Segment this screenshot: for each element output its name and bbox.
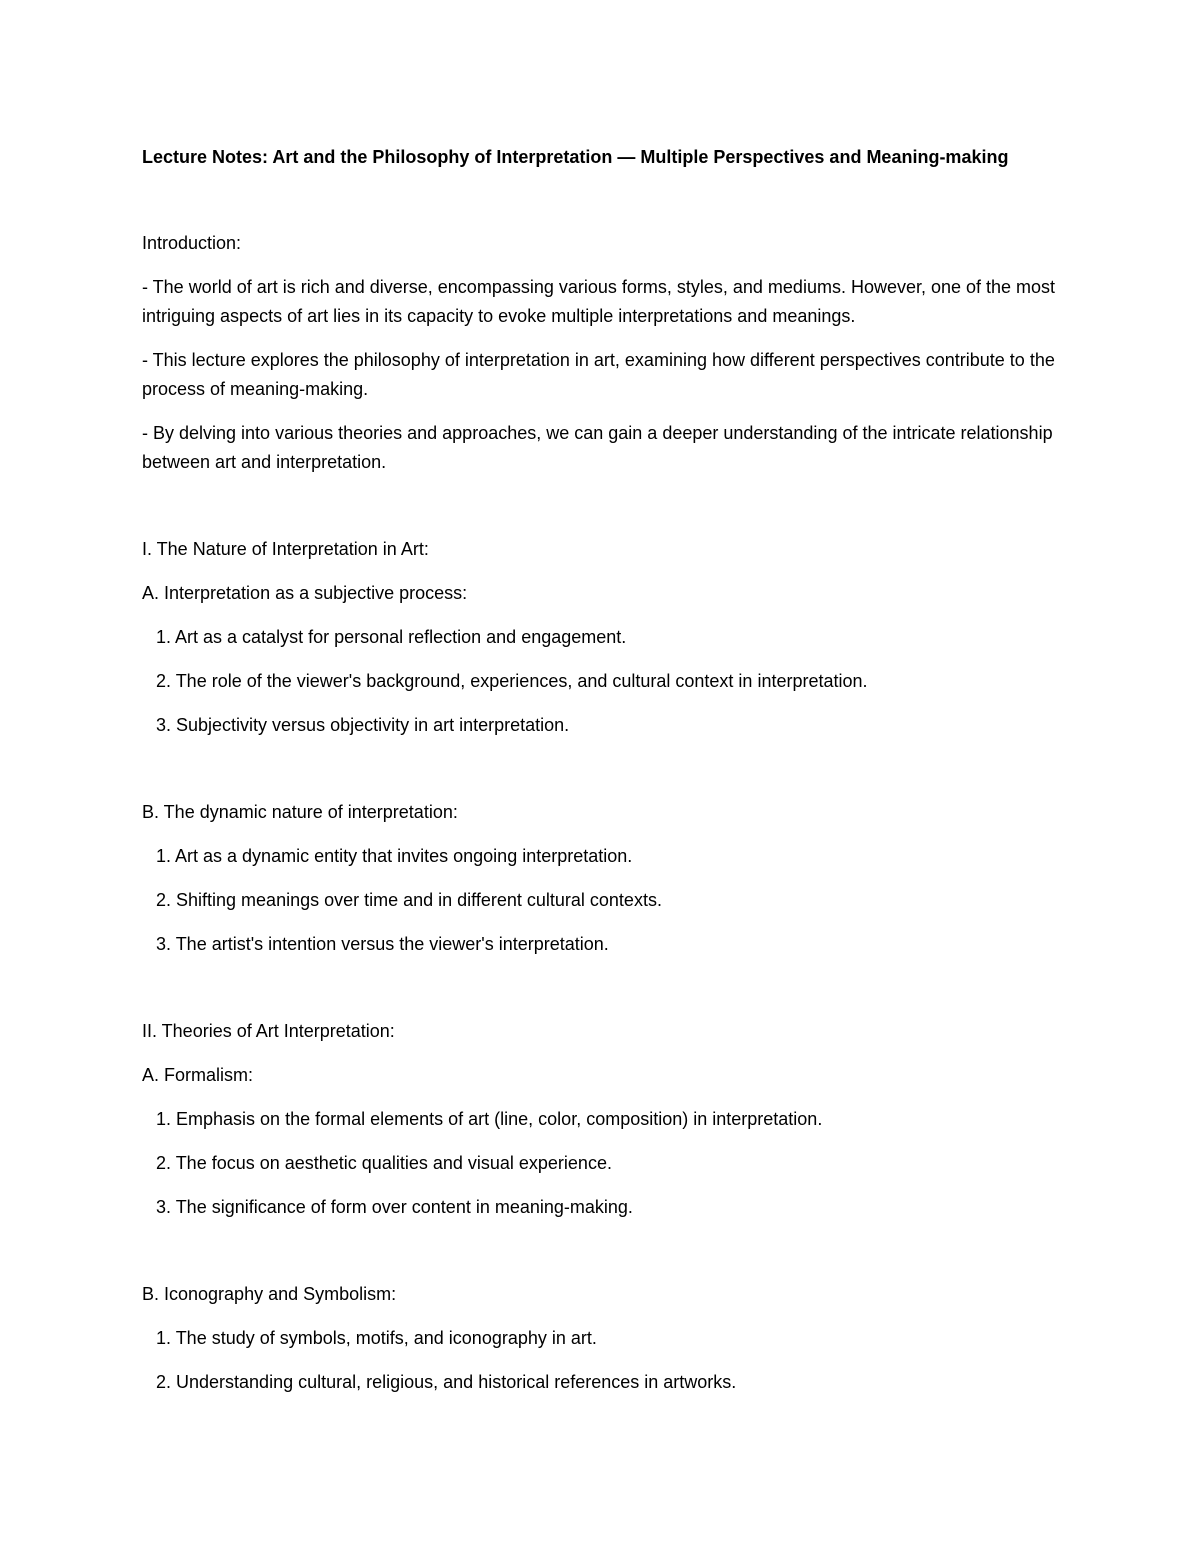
list-item: 2. Understanding cultural, religious, and historical references in artworks.	[156, 1372, 737, 1392]
list-item: 1. The study of symbols, motifs, and iconography in art.	[156, 1328, 597, 1348]
numbered-list	[142, 1105, 1062, 1222]
list-item: 2. Shifting meanings over time and in different cultural contexts.	[156, 890, 662, 910]
intro-paragraph: - The world of art is rich and diverse, encompassing various forms, styles, and mediums. However, one of the most intriguing aspects of art lies in its capacity to evoke multiple interpretations and meanings.	[142, 277, 1056, 326]
list-item: 1. Art as a catalyst for personal reflection and engagement.	[156, 627, 627, 647]
list-item: 3. The significance of form over content in meaning-making.	[156, 1197, 633, 1217]
document-body	[142, 143, 1062, 1397]
list-item: 2. The role of the viewer's background, experiences, and cultural context in interpretation.	[156, 671, 868, 691]
list-item: 1. Art as a dynamic entity that invites ongoing interpretation.	[156, 846, 633, 866]
list-item: 2. The focus on aesthetic qualities and visual experience.	[156, 1153, 612, 1173]
list-item: 1. Emphasis on the formal elements of art (line, color, composition) in interpretation.	[156, 1109, 823, 1129]
introduction-heading: Introduction:	[142, 233, 242, 253]
subsection-heading: A. Formalism:	[142, 1065, 254, 1085]
list-item: 3. The artist's intention versus the viewer's interpretation.	[156, 934, 609, 954]
intro-paragraph: - By delving into various theories and approaches, we can gain a deeper understanding of the intricate relationship between art and interpretation.	[142, 423, 1053, 472]
subsection-heading: B. The dynamic nature of interpretation:	[142, 802, 458, 822]
numbered-list	[142, 1324, 1062, 1397]
section-heading-1: I. The Nature of Interpretation in Art:	[142, 539, 429, 559]
subsection-heading: B. Iconography and Symbolism:	[142, 1284, 397, 1304]
numbered-list	[142, 623, 1062, 740]
numbered-list	[142, 842, 1062, 959]
document-title: Lecture Notes: Art and the Philosophy of Interpretation — Multiple Perspectives and Meaning-making	[142, 147, 1009, 167]
list-item: 3. Subjectivity versus objectivity in art interpretation.	[156, 715, 570, 735]
intro-paragraph: - This lecture explores the philosophy of interpretation in art, examining how different perspectives contribute to the process of meaning-making.	[142, 350, 1055, 399]
subsection-heading: A. Interpretation as a subjective process:	[142, 583, 468, 603]
section-heading-2: II. Theories of Art Interpretation:	[142, 1021, 395, 1041]
